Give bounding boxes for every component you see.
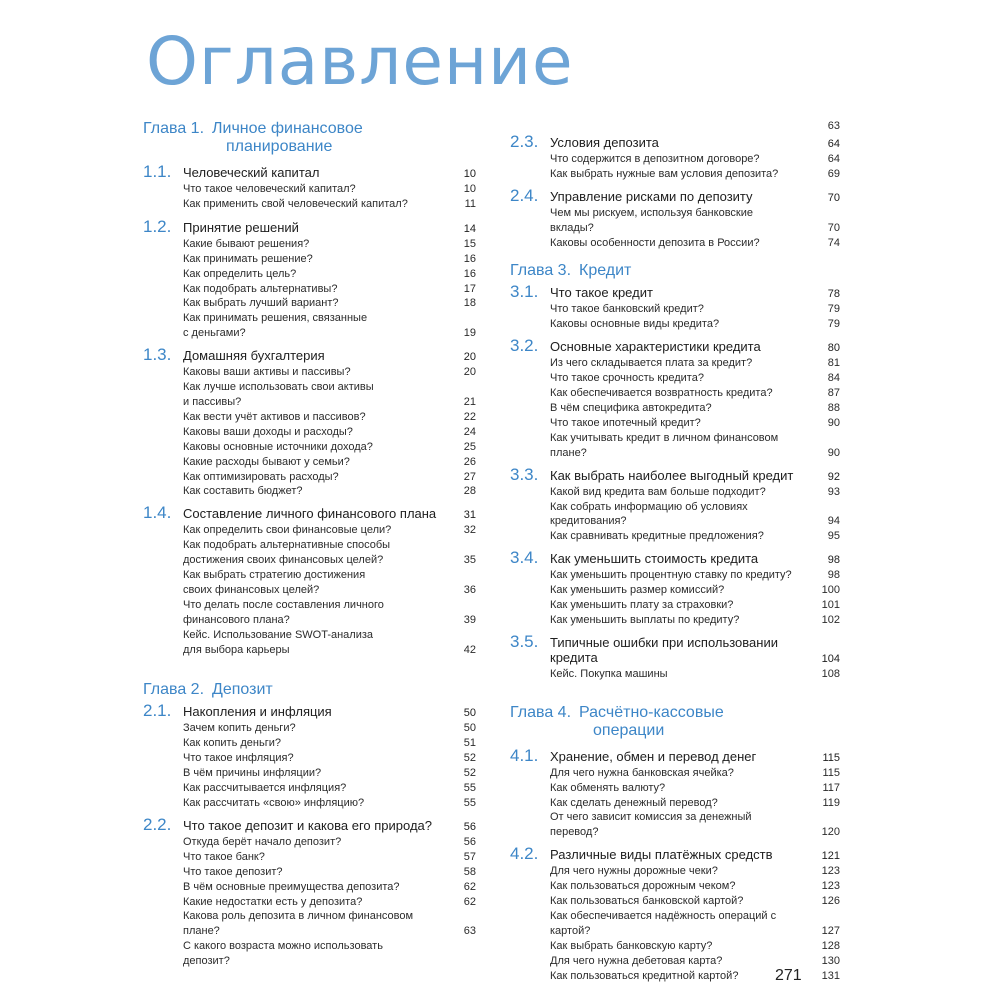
section-3-5-cont[interactable] bbox=[510, 650, 840, 667]
toc-item[interactable]: Как сделать денежный перевод? 119 bbox=[550, 796, 840, 809]
section-number: 2.4. bbox=[510, 185, 539, 205]
toc-item[interactable]: картой? 127 bbox=[550, 924, 840, 937]
toc-item-line1[interactable]: Как подобрать альтернативные способы bbox=[183, 539, 391, 552]
section-number: 1.3. bbox=[143, 345, 172, 365]
toc-item[interactable]: Что такое депозит? 58 bbox=[183, 865, 476, 878]
toc-item[interactable]: Какие бывают решения? 15 bbox=[183, 237, 476, 250]
toc-item[interactable]: и пассивы? 21 bbox=[183, 395, 476, 408]
chapter-title-cont: операции bbox=[593, 721, 665, 739]
toc-item[interactable]: Из чего складывается плата за кредит? 81 bbox=[550, 357, 840, 370]
toc-item-line1[interactable]: Как собрать информацию об условиях bbox=[550, 500, 748, 513]
section-1-1[interactable] bbox=[143, 164, 476, 182]
section-title: Составление личного финансового плана bbox=[183, 506, 437, 522]
section-title: Условия депозита bbox=[550, 134, 659, 150]
toc-item-line1[interactable]: Как лучше использовать свои активы bbox=[183, 381, 374, 394]
toc-item[interactable]: Как определить цель? 16 bbox=[183, 267, 476, 280]
toc-item[interactable]: плане? 63 bbox=[183, 925, 476, 938]
chapter-title: Расчётно-кассовые bbox=[579, 703, 724, 721]
toc-item[interactable]: В чём причины инфляции? 52 bbox=[183, 767, 476, 780]
chapter-label: Глава 4. bbox=[510, 703, 572, 721]
toc-item[interactable]: Как пользоваться дорожным чеком? 123 bbox=[550, 880, 840, 893]
toc-item[interactable]: Какой вид кредита вам больше подходит? 93 bbox=[550, 485, 840, 498]
toc-item-line1[interactable]: С какого возраста можно использовать bbox=[183, 940, 383, 953]
section-number: 3.1. bbox=[510, 282, 539, 302]
chapter-label: Глава 2. bbox=[143, 681, 205, 699]
section-title: Типичные ошибки при использовании bbox=[550, 634, 778, 650]
toc-item[interactable]: Как составить бюджет? 28 bbox=[183, 485, 476, 498]
section-number: 2.1. bbox=[143, 701, 172, 721]
section-number: 1.4. bbox=[143, 503, 172, 523]
chapter-label: Глава 1. bbox=[143, 120, 205, 137]
chapter-title-cont: планирование bbox=[226, 138, 333, 155]
toc-item[interactable]: Каковы ваши доходы и расходы? 24 bbox=[183, 425, 476, 438]
toc-item[interactable]: с деньгами? 19 bbox=[183, 327, 476, 340]
toc-item[interactable]: Что такое ипотечный кредит? 90 bbox=[550, 416, 840, 429]
toc-item-line1[interactable]: Какова роль депозита в личном финансовом bbox=[183, 910, 414, 923]
toc-item[interactable]: Как пользоваться банковской картой? 126 bbox=[550, 895, 840, 908]
toc-item[interactable]: Как обменять валюту? 117 bbox=[550, 781, 840, 794]
toc-item-line1[interactable]: Как обеспечивается надёжность операций с bbox=[550, 910, 777, 922]
toc-item[interactable]: Каковы ваши активы и пассивы? 20 bbox=[183, 366, 476, 379]
page-ref: 80 bbox=[827, 342, 840, 355]
toc-item[interactable]: Как уменьшить плату за страховки? 101 bbox=[550, 599, 840, 612]
toc-item[interactable]: вклады? 70 bbox=[550, 221, 840, 234]
section-3-1[interactable] bbox=[510, 284, 840, 302]
page-ref: 98 bbox=[827, 554, 840, 567]
section-title: Человеческий капитал bbox=[183, 165, 320, 180]
section-title: Домашняя бухгалтерия bbox=[183, 348, 325, 364]
toc-item[interactable]: Как применить свой человеческий капитал? 11 bbox=[183, 197, 476, 210]
page-ref: 31 bbox=[463, 509, 476, 522]
page-ref: 121 bbox=[821, 850, 840, 863]
section-number: 1.1. bbox=[143, 162, 172, 181]
page-ref: 115 bbox=[822, 751, 840, 764]
page-ref: 50 bbox=[463, 707, 476, 720]
toc-item[interactable]: Для чего нужна дебетовая карта? 130 bbox=[550, 954, 840, 967]
toc-item[interactable]: Как выбрать лучший вариант? 18 bbox=[183, 297, 476, 310]
toc-item[interactable]: Как сравнивать кредитные предложения? 95 bbox=[550, 530, 840, 543]
toc-item[interactable]: Каковы основные источники дохода? 25 bbox=[183, 440, 476, 453]
toc-item-line1[interactable]: Как выбрать стратегию достижения bbox=[183, 569, 366, 582]
toc-item[interactable]: Какие недостатки есть у депозита? 62 bbox=[183, 895, 476, 908]
page-ref: 10 bbox=[463, 168, 476, 180]
chapter-title: Кредит bbox=[579, 262, 632, 280]
toc-item[interactable]: кредитования? 94 bbox=[550, 515, 840, 528]
section-title: Что такое кредит bbox=[550, 285, 653, 301]
section-number: 4.2. bbox=[510, 844, 539, 864]
section-2-1[interactable] bbox=[143, 703, 476, 721]
section-3-2[interactable] bbox=[510, 338, 840, 356]
section-title: Различные виды платёжных средств bbox=[550, 847, 773, 863]
toc-item[interactable]: Кейс. Покупка машины 108 bbox=[550, 667, 840, 680]
toc-item[interactable]: Что такое человеческий капитал? 10 bbox=[183, 183, 476, 195]
section-number: 3.5. bbox=[510, 631, 539, 651]
section-3-4[interactable] bbox=[510, 550, 840, 568]
toc-item[interactable]: Как принимать решение? 16 bbox=[183, 252, 476, 265]
page-ref: 56 bbox=[463, 820, 476, 833]
section-title-cont: кредита bbox=[550, 649, 598, 665]
chapter-1-heading[interactable] bbox=[143, 120, 476, 158]
section-4-1[interactable] bbox=[510, 745, 840, 766]
toc-item[interactable]: Каковы основные виды кредита? 79 bbox=[550, 318, 840, 331]
section-title: Накопления и инфляция bbox=[183, 704, 332, 720]
chapter-2-heading[interactable] bbox=[143, 681, 476, 703]
toc-item[interactable]: Каковы особенности депозита в России? 74 bbox=[550, 236, 840, 249]
toc-item[interactable]: Как вести учёт активов и пассивов? 22 bbox=[183, 410, 476, 423]
chapter-label: Глава 3. bbox=[510, 262, 572, 280]
toc-right-column bbox=[510, 119, 840, 984]
toc-item[interactable]: достижения своих финансовых целей? 35 bbox=[183, 554, 476, 567]
page-ref: 14 bbox=[463, 222, 476, 235]
toc-item-line1[interactable]: Как учитывать кредит в личном финансовом bbox=[550, 431, 779, 444]
toc-item[interactable]: Как выбрать банковскую карту? 128 bbox=[550, 939, 840, 952]
toc-item-line1[interactable]: От чего зависит комиссия за денежный bbox=[550, 811, 752, 824]
section-number: 2.2. bbox=[143, 814, 172, 834]
section-3-3[interactable] bbox=[510, 464, 840, 485]
page-ref: 78 bbox=[827, 288, 840, 301]
toc-item[interactable]: Откуда берёт начало депозит? 56 bbox=[183, 835, 476, 848]
chapter-4-heading[interactable] bbox=[510, 704, 840, 744]
page-ref: 70 bbox=[827, 191, 840, 204]
section-title: Что такое депозит и какова его природа? bbox=[183, 817, 433, 833]
section-number: 4.1. bbox=[510, 745, 539, 765]
toc-item-line1[interactable]: Кейс. Использование SWOT-анализа bbox=[183, 628, 374, 641]
section-2-2[interactable] bbox=[143, 814, 476, 835]
toc-item[interactable]: Как подобрать альтернативы? 17 bbox=[183, 282, 476, 295]
toc-item[interactable]: 63 bbox=[827, 120, 840, 132]
page-title: Оглавление bbox=[146, 23, 574, 100]
section-1-3[interactable] bbox=[143, 347, 476, 365]
page-ref: 92 bbox=[827, 470, 840, 483]
section-number: 2.3. bbox=[510, 131, 539, 151]
toc-item[interactable]: В чём основные преимущества депозита? 62 bbox=[183, 880, 476, 893]
toc-item[interactable]: Как определить свои финансовые цели? 32 bbox=[183, 524, 476, 537]
toc-item[interactable]: Как уменьшить процентную ставку по кредиту? 98 bbox=[550, 569, 840, 582]
section-2-4[interactable] bbox=[510, 185, 840, 206]
toc-item[interactable]: своих финансовых целей? 36 bbox=[183, 583, 476, 596]
toc-item[interactable]: для выбора карьеры 42 bbox=[183, 643, 476, 656]
toc-item[interactable]: Как уменьшить выплаты по кредиту? 102 bbox=[550, 613, 840, 626]
toc-item[interactable]: Как оптимизировать расходы? 27 bbox=[183, 470, 476, 483]
section-number: 3.3. bbox=[510, 464, 539, 484]
section-title: Как выбрать наиболее выгодный кредит bbox=[550, 467, 794, 483]
chapter-title: Депозит bbox=[212, 681, 273, 699]
toc-item[interactable]: плане? 90 bbox=[550, 446, 840, 459]
toc-item[interactable]: депозит? bbox=[183, 955, 230, 968]
toc-item[interactable]: Как пользоваться кредитной картой? 131 bbox=[550, 969, 840, 982]
section-1-4[interactable] bbox=[143, 505, 476, 523]
section-3-5[interactable] bbox=[510, 631, 840, 651]
toc-item-line1[interactable]: Как принимать решения, связанные bbox=[183, 312, 368, 325]
toc-item[interactable]: Как обеспечивается возвратность кредита? 87 bbox=[550, 387, 840, 400]
chapter-title: Личное финансовое bbox=[212, 120, 363, 137]
toc-item[interactable]: Как рассчитывается инфляция? 55 bbox=[183, 782, 476, 795]
section-number: 1.2. bbox=[143, 216, 172, 236]
page-ref: 104 bbox=[821, 652, 840, 665]
page-number: 271 bbox=[775, 967, 802, 984]
section-title: Управление рисками по депозиту bbox=[550, 188, 753, 204]
toc-item[interactable]: Зачем копить деньги? 50 bbox=[183, 722, 476, 735]
section-number: 3.2. bbox=[510, 336, 539, 356]
toc-item[interactable]: Как копить деньги? 51 bbox=[183, 737, 476, 750]
section-2-3[interactable] bbox=[510, 131, 840, 152]
toc-item[interactable]: Что такое срочность кредита? 84 bbox=[550, 372, 840, 385]
toc-item[interactable]: перевод? 120 bbox=[550, 826, 840, 839]
section-4-2[interactable] bbox=[510, 846, 840, 864]
toc-item[interactable]: Для чего нужна банковская ячейка? 115 bbox=[550, 766, 840, 779]
toc-item[interactable]: Как рассчитать «свою» инфляцию? 55 bbox=[183, 797, 476, 809]
toc-item[interactable]: В чём специфика автокредита? 88 bbox=[550, 401, 840, 414]
section-title: Принятие решений bbox=[183, 219, 299, 235]
section-title: Хранение, обмен и перевод денег bbox=[550, 748, 757, 764]
page-ref: 64 bbox=[827, 137, 840, 150]
toc-item-line1[interactable]: Что делать после составления личного bbox=[183, 598, 384, 611]
toc-item[interactable]: Для чего нужны дорожные чеки? 123 bbox=[550, 865, 840, 878]
toc-item[interactable]: Как уменьшить размер комиссий? 100 bbox=[550, 584, 840, 597]
section-number: 3.4. bbox=[510, 548, 539, 568]
chapter-3-heading[interactable] bbox=[510, 262, 840, 284]
toc-item[interactable]: Что такое банк? 57 bbox=[183, 850, 476, 863]
toc-item[interactable]: финансового плана? 39 bbox=[183, 613, 476, 626]
section-1-2[interactable] bbox=[143, 216, 476, 237]
section-title: Основные характеристики кредита bbox=[550, 339, 761, 355]
toc-item[interactable]: Какие расходы бывают у семьи? 26 bbox=[183, 455, 476, 468]
toc-item[interactable]: Как выбрать нужные вам условия депозита? 69 bbox=[550, 167, 840, 180]
page-ref: 20 bbox=[463, 351, 476, 364]
toc-item[interactable]: Что содержится в депозитном договоре? 64 bbox=[550, 152, 840, 165]
toc-item[interactable]: Что такое банковский кредит? 79 bbox=[550, 303, 840, 316]
toc-item-line1[interactable]: Чем мы рискуем, используя банковские bbox=[550, 206, 753, 219]
toc-left-column bbox=[143, 120, 476, 969]
toc-item[interactable]: Что такое инфляция? 52 bbox=[183, 752, 476, 765]
section-title: Как уменьшить стоимость кредита bbox=[550, 551, 759, 567]
